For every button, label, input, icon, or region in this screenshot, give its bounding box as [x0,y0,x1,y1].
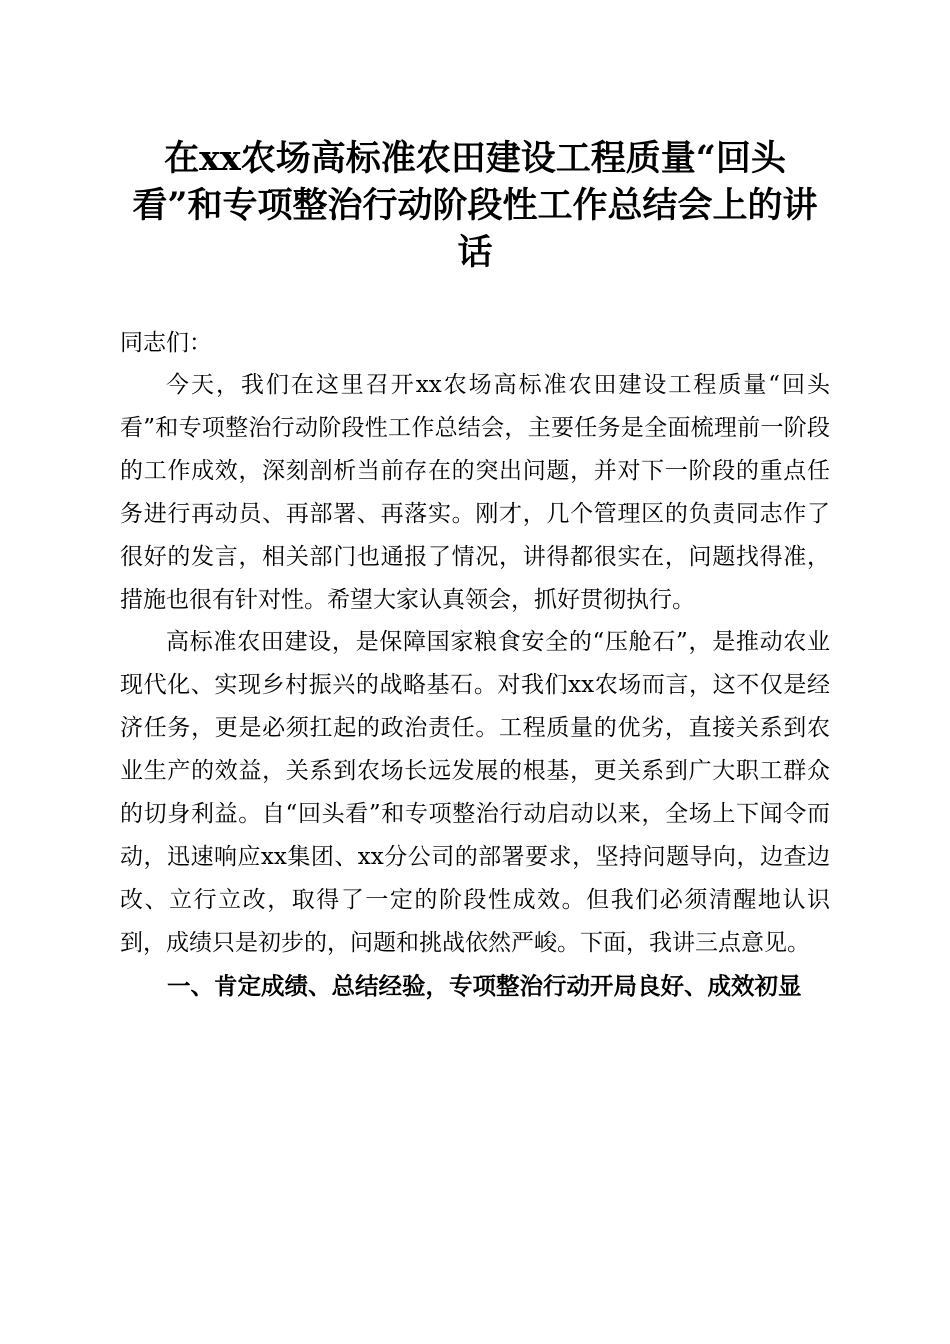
paragraph-opening: 今天，我们在这里召开xx农场高标准农田建设工程质量“回头看”和专项整治行动阶段性工作总结会，主要任务是全面梳理前一阶段的工作成效，深刻剖析当前存在的突出问题，并对下一阶段的重点任务进行再动员、再部署、再落实。刚才，几个管理区的负责同志作了很好的发言，相关部门也通报了情况，讲得都很实在，问题找得准，措施也很有针对性。希望大家认真领会，抓好贯彻执行。 [120,372,830,613]
section-heading-1: 一、肯定成绩、总结经验，专项整治行动开局良好、成效初显 [167,971,802,1000]
salutation: 同志们： [120,330,212,356]
document-title: 在xx农场高标准农田建设工程质量“回头看”和专项整治行动阶段性工作总结会上的讲话 [132,138,818,273]
paragraph-significance: 高标准农田建设，是保障国家粮食安全的“压舱石”，是推动农业现代化、实现乡村振兴的战略基石。对我们xx农场而言，这不仅是经济任务，更是必须扛起的政治责任。工程质量的优劣，直接关系到农业生产的效益，关系到农场长远发展的根基，更关系到广大职工群众的切身利益。自“回头看”和专项整治行动启动以来，全场上下闻令而动，迅速响应xx集团、xx分公司的部署要求，坚持问题导向，边查边改、立行立改，取得了一定的阶段性成效。但我们必须清醒地认识到，成绩只是初步的，问题和挑战依然严峻。下面，我讲三点意见。 [120,629,830,956]
document-body [120,322,830,1008]
